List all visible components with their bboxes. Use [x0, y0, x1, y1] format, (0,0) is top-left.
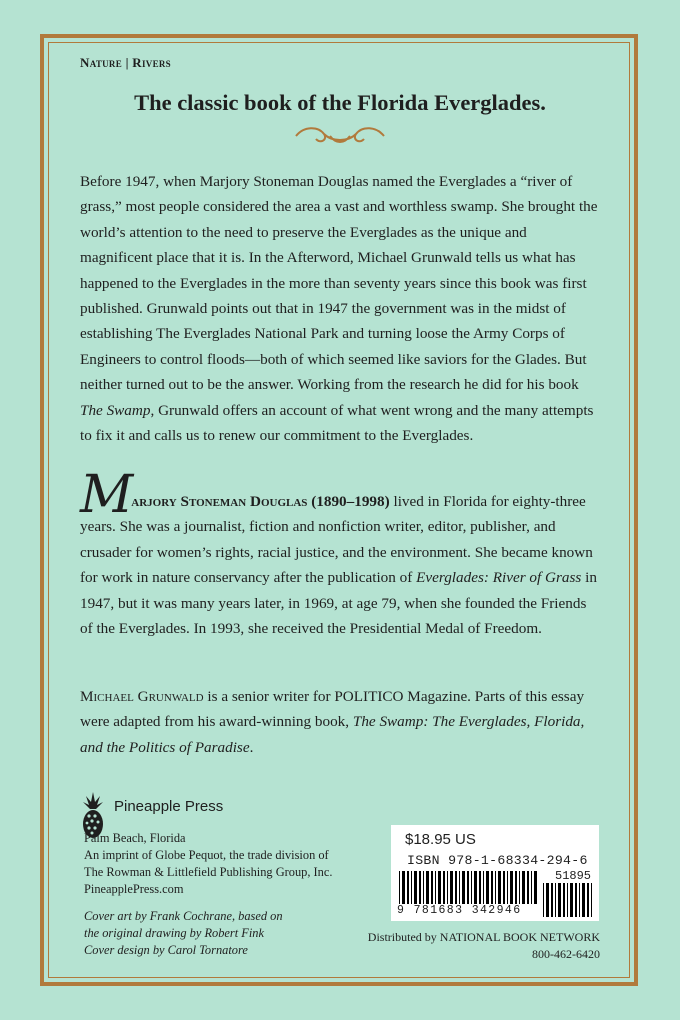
headline: The classic book of the Florida Everglades. — [134, 90, 546, 115]
barcode-bar — [582, 883, 585, 917]
publisher-name: Pineapple Press — [114, 798, 224, 815]
category-label: Nature | Rivers — [80, 55, 171, 70]
book-title: The Swamp: The Everglades, Florida, and the Politics of Paradise — [80, 713, 585, 756]
drop-cap: M — [80, 465, 134, 525]
afterword-author-bio: Michael Grunwald is a senior writer for POLITICO Magazine. Parts of this essay were adapted from his award-winning book, The Swamp: The Everglades, Florida, and the Politics of Paradise. — [80, 688, 585, 756]
barcode-bar — [579, 883, 580, 917]
author-years: (1890–1998) — [307, 493, 390, 510]
barcode-bar — [551, 883, 553, 917]
distributor: Distributed by NATIONAL BOOK NETWORK — [367, 930, 600, 944]
afterword-author-name: Michael Grunwald — [80, 688, 204, 705]
barcode-bar — [555, 883, 556, 917]
barcode-bar — [567, 883, 568, 917]
book-title: Everglades: River of Grass — [416, 569, 582, 587]
author-bio: Marjory Stoneman Douglas (1890–1998) lived in Florida for eighty-three years. She was a journalist, fiction and nonfiction writer, editor, publisher, and crusader for women’s rights, racial justice, and the environment. She became known for work in nature conservancy after the publication of Everglades: River of Grass in 1947, but it was many years later, in 1969, at age 79, when she founded the Friends of the Everglades. In 1993, she received the Presidential Medal of Freedom. — [80, 465, 597, 638]
barcode-bar — [558, 883, 561, 917]
distributor-phone: 800-462-6420 — [532, 947, 600, 961]
isbn: ISBN 978-1-68334-294-6 — [407, 853, 588, 868]
price: $18.95 US — [405, 831, 476, 848]
barcode-addon-bars — [543, 883, 593, 917]
barcode-bar — [563, 883, 565, 917]
description-paragraph: Before 1947, when Marjory Stoneman Douglas named the Everglades a “river of grass,” most people considered the area a vast and worthless swamp. She brought the world’s attention to the need to preserve the Everglades as the unique and magnificent place that it is. In the Afterword, Michael Grunwald tells us what has happened to the Everglades in the more than seventy years since this book was first published. Grunwald points out that in 1947 the government was in the midst of establishing The Everglades National Park and turning loose the Army Corps of Engineers to control floods—both of which seemed like saviors for the Glades. But neither turned out to be the answer. Working from the research he did for his book The Swamp, Grunwald offers an account of what went wrong and the many attempts to fix it and calls us to renew our commitment to the Everglades. — [80, 173, 598, 445]
distribution-info — [330, 929, 600, 963]
barcode-bar — [587, 883, 589, 917]
barcode-bar — [570, 883, 573, 917]
publisher-group: The Rowman & Littlefield Publishing Group, Inc. — [84, 865, 333, 879]
ean-digits: 9 781683 342946 — [397, 904, 539, 917]
book-title: The Swamp — [80, 401, 151, 419]
barcode-bar — [543, 883, 544, 917]
flourish-ornament — [290, 124, 390, 148]
publisher-city: Palm Beach, Florida — [84, 831, 186, 845]
barcode-box — [391, 825, 599, 921]
cover-credits: Cover art by Frank Cochrane, based on the original drawing by Robert Fink Cover design by Carol Tornatore — [84, 909, 283, 957]
publisher-url: PineapplePress.com — [84, 882, 184, 896]
barcode-addon: 51895 — [555, 869, 592, 883]
author-name: arjory Stoneman Douglas — [131, 493, 308, 510]
barcode-bar — [575, 883, 577, 917]
barcode-bar — [546, 883, 549, 917]
barcode-bar — [591, 883, 592, 917]
publisher-imprint: An imprint of Globe Pequot, the trade division of — [84, 848, 329, 862]
